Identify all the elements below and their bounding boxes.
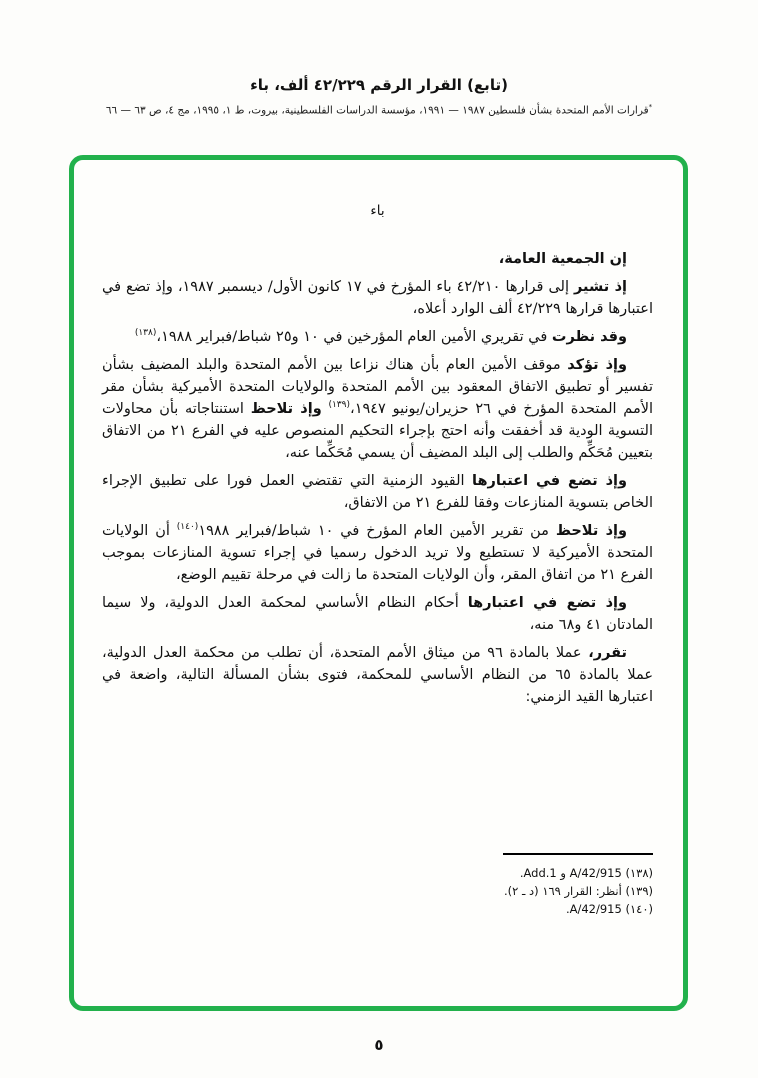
paragraph bbox=[102, 520, 653, 586]
paragraph-lead: وإذ تضع في اعتبارها bbox=[467, 595, 627, 611]
paragraph-lead: وقد نظرت bbox=[551, 329, 627, 345]
paragraph-text: عملا بالمادة ٩٦ من ميثاق الأمم المتحدة، أن تطلب من محكمة العدل الدولية، عملا بالمادة ٦٥ من النظام الأساسي للمحكمة، فتوى بشأن المسألة التالية، واضعة في اعتبارها القيد الزمني: bbox=[102, 645, 654, 705]
document-body bbox=[102, 200, 653, 714]
paragraph-lead: وإذ تضع في اعتبارها bbox=[472, 473, 627, 489]
footnote: (١٤٠) A/42/915. bbox=[565, 902, 653, 916]
footnote-marker: (١٣٨) bbox=[134, 328, 157, 339]
source-citation bbox=[0, 103, 758, 117]
paragraph-text: موقف الأمين العام بأن هناك نزاعا بين الأمم المتحدة والبلد المضيف بشأن تفسير أو تطبيق الاتفاق المعقود بين الأمم المتحدة والولايات المتحدة الأميركية بشأن مقر الأمم المتحدة المؤرخ في ٢٦ حزيران/يونيو ١٩٤٧، bbox=[102, 357, 654, 417]
paragraph-text: في تقريري الأمين العام المؤرخين في ١٠ و٢٥ شباط/فبراير ١٩٨٨، bbox=[156, 329, 552, 345]
paragraph bbox=[102, 642, 653, 708]
footnote-block bbox=[102, 853, 653, 918]
paragraph bbox=[102, 470, 653, 514]
opening-line: إن الجمعية العامة، bbox=[498, 251, 627, 267]
paragraph-text: من تقرير الأمين العام المؤرخ في ١٠ شباط/فبراير ١٩٨٨ bbox=[198, 523, 556, 539]
document-frame bbox=[69, 155, 688, 1011]
footnote-marker: (١٤٠) bbox=[176, 522, 199, 533]
paragraph-text: أحكام النظام الأساسي لمحكمة العدل الدولية، ولا سيما المادتان ٤١ و٦٨ منه، bbox=[102, 595, 653, 633]
footnote-marker: (١٣٩) bbox=[328, 400, 350, 411]
paragraph-lead: تقرر، bbox=[588, 645, 627, 661]
paragraph-text: القيود الزمنية التي تقتضي العمل فورا على تطبيق الإجراء الخاص بتسوية المنازعات وفقا للفرع ٢١ من الاتفاق، bbox=[102, 473, 653, 511]
page-number: ٥ bbox=[374, 1036, 384, 1054]
paragraph-text: استنتاجاته بأن محاولات التسوية الودية قد أخفقت وأنه احتج بإجراء التحكيم المنصوص عليه في الفرع ٢١ من الاتفاق بتعيين مُحَكِّم والطلب إلى البلد المضيف أن يسمي مُحَكِّما عنه، bbox=[102, 401, 653, 461]
paragraph-list bbox=[102, 276, 653, 708]
paragraph-lead: وإذ تلاحظ bbox=[555, 523, 628, 539]
footnote-separator bbox=[503, 853, 653, 855]
footnote: (١٣٩) أنظر: القرار ١٦٩ (د ـ ٢). bbox=[504, 884, 653, 898]
paragraph-lead: إذ تشير bbox=[574, 279, 628, 295]
paragraph bbox=[102, 354, 653, 464]
page-title: (تابع) القرار الرقم ٤٢/٢٢٩ ألف، باء bbox=[250, 76, 508, 94]
paragraph-lead: وإذ تؤكد bbox=[567, 357, 627, 373]
source-text: قرارات الأمم المتحدة بشأن فلسطين ١٩٨٧ — ١٩٩١، مؤسسة الدراسات الفلسطينية، بيروت، ط ١، ١٩٩٥، مج ٤، ص ٦٣ — ٦٦ bbox=[105, 104, 649, 117]
source-marker: * bbox=[648, 103, 653, 111]
paragraph-lead: وإذ تلاحظ bbox=[250, 401, 322, 417]
paragraph-text: إلى قرارها ٤٢/٢١٠ باء المؤرخ في ١٧ كانون الأول/ ديسمبر ١٩٨٧، وإذ تضع في اعتبارها قرارها ٤٢/٢٢٩ ألف الوارد أعلاه، bbox=[102, 279, 653, 317]
paragraph-text: أن الولايات المتحدة الأميركية لا تستطيع ولا تريد الدخول رسميا في إجراء تسوية المنازعات بموجب الفرع ٢١ من اتفاق المقر، وأن الولايات المتحدة ما زالت في مرحلة تقييم الوضع، bbox=[102, 523, 653, 583]
paragraph bbox=[102, 326, 653, 348]
footnote: (١٣٨) A/42/915 و Add.1. bbox=[519, 866, 653, 880]
section-heading: باء bbox=[370, 203, 385, 219]
footnote-list bbox=[102, 864, 653, 918]
paragraph bbox=[102, 592, 653, 636]
paragraph bbox=[102, 276, 653, 320]
